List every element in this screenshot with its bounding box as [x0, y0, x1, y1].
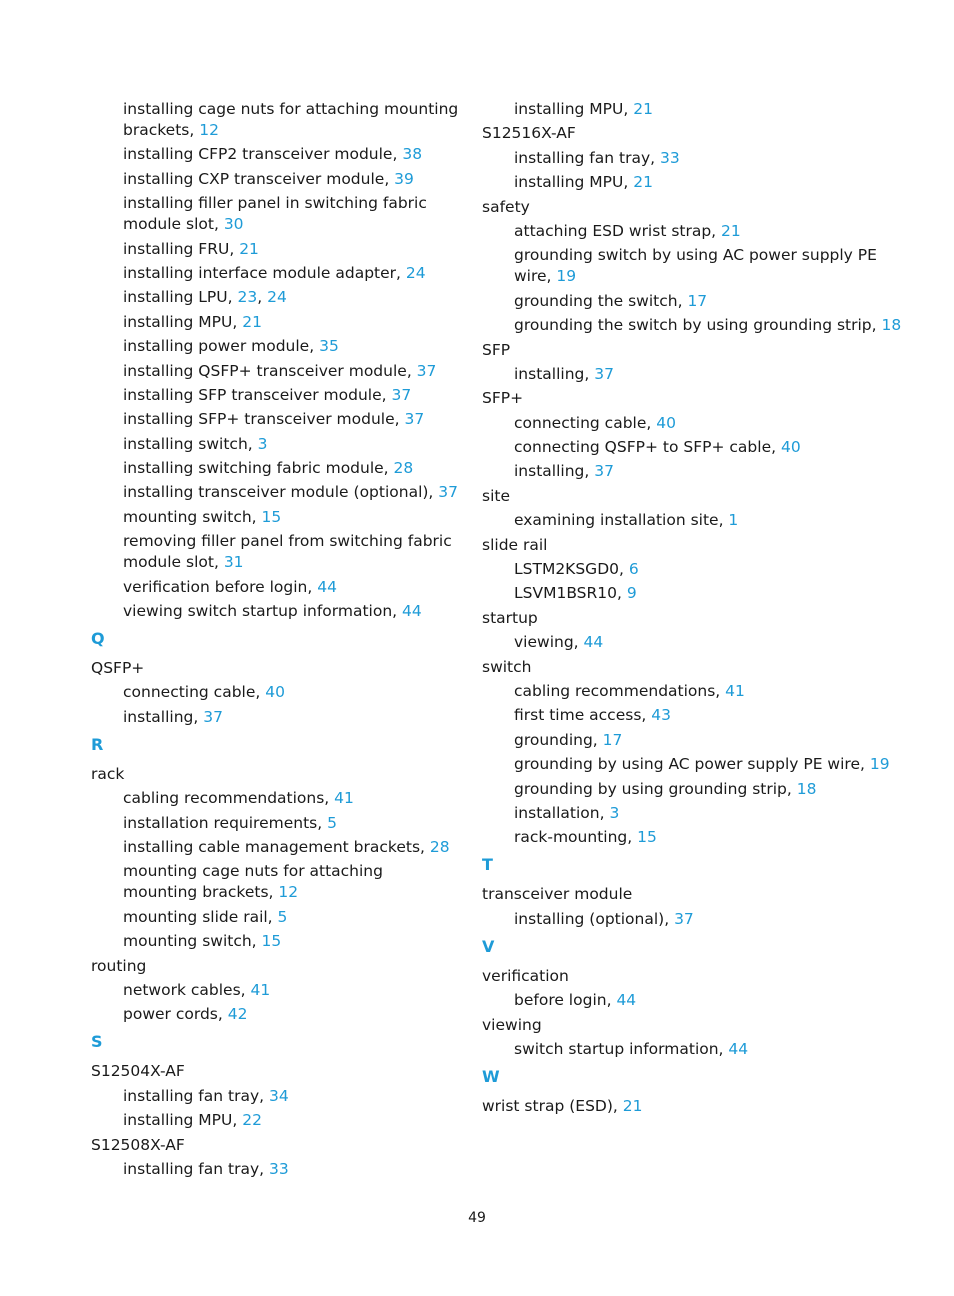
index-main-entry — [91, 658, 461, 679]
page-link[interactable]: 12 — [199, 121, 219, 139]
index-main-entry — [482, 608, 902, 629]
index-subentry — [91, 707, 461, 728]
index-subentry — [482, 413, 902, 434]
entry-text: S12508X-AF — [91, 1135, 185, 1154]
page-link[interactable]: 37 — [416, 361, 437, 380]
entry-text: attaching ESD wrist strap, — [514, 221, 722, 240]
entry-text: rack-mounting, — [514, 828, 638, 847]
entry-text: installing MPU, — [514, 173, 634, 192]
page-link[interactable]: 37 — [438, 483, 459, 502]
section-letter: T — [482, 855, 493, 875]
page-link[interactable]: 37 — [594, 462, 614, 481]
index-subentry — [91, 577, 461, 598]
page-link[interactable]: 41 — [250, 980, 271, 999]
index-subentry — [482, 315, 902, 336]
entry-text: grounding, — [514, 730, 603, 749]
entry-text: installing interface module adapter, — [123, 263, 406, 282]
entry-text: rack — [91, 764, 125, 783]
page-link[interactable]: 3 — [609, 803, 620, 822]
entry-text: installing cage nuts for attaching mounting brackets, — [123, 100, 459, 139]
index-subentry — [91, 837, 461, 858]
page-link[interactable]: 21 — [239, 239, 259, 258]
entry-text: verification — [482, 966, 569, 985]
index-subentry — [91, 239, 461, 260]
index-subentry — [482, 461, 902, 482]
entry-text: cabling recommendations, — [514, 681, 726, 700]
page-link[interactable]: 35 — [319, 337, 339, 356]
entry-text: viewing — [482, 1015, 542, 1034]
index-subentry — [91, 99, 461, 141]
index-main-entry — [482, 535, 902, 556]
entry-text: viewing switch startup information, — [123, 602, 402, 621]
entry-text: installing, — [123, 707, 204, 726]
index-subentry — [91, 312, 461, 333]
page-link[interactable]: 37 — [674, 909, 694, 928]
index-subentry — [91, 861, 461, 903]
entry-text: mounting slide rail, — [123, 907, 278, 926]
entry-text: connecting cable, — [123, 683, 266, 702]
index-main-entry — [482, 966, 902, 987]
page-link[interactable]: 28 — [393, 459, 414, 478]
page-link[interactable]: 44 — [317, 577, 337, 596]
page-link[interactable]: 1 — [728, 511, 739, 530]
entry-text: installing CXP transceiver module, — [123, 169, 395, 188]
index-main-entry — [482, 340, 902, 361]
entry-text: connecting QSFP+ to SFP+ cable, — [514, 438, 781, 457]
entry-text: routing — [91, 956, 147, 975]
entry-text: installing power module, — [123, 337, 320, 356]
index-subentry — [91, 788, 461, 809]
page-link[interactable]: 15 — [261, 932, 282, 951]
entry-text: installing, — [514, 462, 595, 481]
index-subentry — [91, 1004, 461, 1025]
entry-text: installing fan tray, — [123, 1159, 269, 1178]
index-main-entry — [482, 123, 902, 144]
page-link[interactable]: 3 — [257, 434, 268, 453]
section-letter: S — [91, 1032, 103, 1052]
index-column-left — [91, 99, 461, 1183]
entry-text: transceiver module — [482, 885, 633, 904]
page-link[interactable]: 15 — [261, 507, 282, 526]
page-link[interactable]: 30 — [223, 215, 244, 234]
page-link[interactable]: 15 — [637, 828, 657, 847]
entry-text: installing LPU, — [123, 288, 238, 307]
entry-text: installing MPU, — [123, 1111, 243, 1130]
page-link[interactable]: 42 — [227, 1005, 248, 1024]
entry-text: first time access, — [514, 706, 652, 725]
entry-text: S12504X-AF — [91, 1062, 185, 1081]
page-link[interactable]: 40 — [265, 683, 285, 702]
page-link[interactable]: 5 — [277, 907, 288, 926]
index-main-entry — [482, 884, 902, 905]
page-link[interactable]: 38 — [402, 145, 423, 164]
entry-text: installing (optional), — [514, 909, 675, 928]
index-main-entry — [91, 1135, 461, 1156]
entry-text: switch — [482, 657, 532, 676]
page-link[interactable]: 21 — [721, 221, 741, 240]
entry-text: grounding by using AC power supply PE wire, — [514, 755, 870, 774]
entry-text: power cords, — [123, 1005, 228, 1024]
page-link[interactable]: 31 — [223, 553, 244, 572]
index-subentry — [482, 1039, 902, 1060]
entry-text: startup — [482, 608, 538, 627]
page-link[interactable]: 21 — [242, 312, 262, 331]
entry-text: safety — [482, 197, 530, 216]
page-link[interactable]: 21 — [633, 100, 653, 118]
entry-text: installing fan tray, — [514, 148, 660, 167]
index-subentry — [91, 1159, 461, 1180]
index-subentry — [482, 99, 902, 120]
index-main-entry — [91, 764, 461, 785]
page-link[interactable]: 9 — [626, 584, 637, 603]
entry-text: installing cable management brackets, — [123, 837, 430, 856]
entry-text: cabling recommendations, — [123, 789, 335, 808]
entry-text: slide rail — [482, 535, 548, 554]
index-subentry — [482, 172, 902, 193]
entry-text: network cables, — [123, 980, 251, 999]
entry-text: before login, — [514, 991, 617, 1010]
entry-text: installing FRU, — [123, 239, 240, 258]
page-link[interactable]: 19 — [556, 267, 577, 286]
page-link[interactable]: 22 — [242, 1111, 262, 1130]
entry-text: installing SFP+ transceiver module, — [123, 410, 405, 429]
index-subentry — [91, 169, 461, 190]
entry-text: installing switch, — [123, 434, 258, 453]
index-main-entry — [91, 956, 461, 977]
page-link[interactable]: 44 — [583, 633, 604, 652]
page-link[interactable]: 39 — [394, 169, 414, 188]
entry-text: installing MPU, — [123, 312, 243, 331]
index-subentry — [91, 361, 461, 382]
page-link[interactable]: 6 — [628, 560, 639, 579]
index-subentry — [482, 909, 902, 930]
page-link[interactable]: 44 — [728, 1039, 749, 1058]
entry-text: installing switching fabric module, — [123, 459, 394, 478]
page-link[interactable]: 34 — [268, 1086, 289, 1105]
entry-text: QSFP+ — [91, 659, 145, 678]
page-link[interactable]: 18 — [881, 316, 902, 335]
entry-text: grounding by using grounding strip, — [514, 779, 797, 798]
index-main-entry — [482, 1096, 902, 1117]
entry-text: LSVM1BSR10, — [514, 584, 627, 603]
entry-text: SFP+ — [482, 389, 524, 408]
page-separator: , — [257, 288, 268, 307]
page-link[interactable]: 40 — [780, 438, 801, 457]
index-column-right — [482, 99, 902, 1120]
section-letter: V — [482, 936, 495, 956]
page-link[interactable]: 37 — [404, 410, 425, 429]
page-link[interactable]: 37 — [594, 364, 614, 383]
index-subentry — [91, 907, 461, 928]
page-link[interactable]: 12 — [278, 883, 299, 902]
index-subentry — [91, 263, 461, 284]
entry-text: SFP — [482, 340, 511, 359]
entry-text: grounding the switch by using grounding strip, — [514, 316, 882, 335]
entry-text: site — [482, 486, 510, 505]
index-subentry — [482, 245, 902, 287]
page-link[interactable]: 21 — [633, 173, 653, 192]
index-subentry — [482, 803, 902, 824]
section-letter: R — [91, 734, 104, 754]
page-link[interactable]: 44 — [616, 991, 637, 1010]
index-subentry — [91, 434, 461, 455]
index-subentry — [482, 632, 902, 653]
index-main-entry — [482, 1015, 902, 1036]
index-subentry — [482, 510, 902, 531]
index-subentry — [482, 559, 902, 580]
page-link[interactable]: 37 — [391, 385, 412, 404]
entry-text: wrist strap (ESD), — [482, 1096, 623, 1115]
entry-text: switch startup information, — [514, 1039, 729, 1058]
page-link[interactable]: 24 — [405, 263, 426, 282]
entry-text: mounting switch, — [123, 932, 262, 951]
page-link[interactable]: 41 — [334, 789, 354, 808]
entry-text: installation, — [514, 803, 610, 822]
entry-text: installing filler panel in switching fabric module slot, — [123, 194, 427, 234]
index-subentry — [91, 482, 461, 503]
index-subentry — [482, 148, 902, 169]
entry-text: grounding the switch, — [514, 291, 688, 310]
index-subentry — [91, 193, 461, 235]
entry-text: installing SFP transceiver module, — [123, 385, 392, 404]
index-subentry — [482, 730, 902, 751]
page-link[interactable]: 17 — [687, 291, 708, 310]
index-subentry — [482, 221, 902, 242]
entry-text: verification before login, — [123, 577, 318, 596]
page-link[interactable]: 41 — [725, 681, 745, 700]
index-subentry — [91, 507, 461, 528]
entry-text: S12516X-AF — [482, 124, 576, 143]
index-main-entry — [482, 657, 902, 678]
index-subentry — [482, 437, 902, 458]
page-link[interactable]: 19 — [869, 755, 890, 774]
index-main-entry — [91, 1061, 461, 1082]
index-subentry — [482, 291, 902, 312]
index-subentry — [91, 458, 461, 479]
entry-text: installing CFP2 transceiver module, — [123, 145, 403, 164]
page-link[interactable]: 28 — [429, 837, 450, 856]
index-subentry — [91, 144, 461, 165]
index-subentry — [91, 531, 461, 573]
page-link[interactable]: 17 — [602, 730, 623, 749]
index-subentry — [91, 682, 461, 703]
page-link[interactable]: 43 — [651, 706, 671, 725]
page-link[interactable]: 21 — [622, 1096, 643, 1115]
index-subentry — [91, 931, 461, 952]
index-subentry — [91, 1086, 461, 1107]
index-main-entry — [482, 486, 902, 507]
entry-text: installing fan tray, — [123, 1086, 269, 1105]
section-letter: Q — [91, 629, 105, 649]
index-subentry — [482, 705, 902, 726]
index-subentry — [482, 681, 902, 702]
entry-text: installing transceiver module (optional), — [123, 483, 439, 502]
page-link[interactable]: 33 — [659, 148, 680, 167]
entry-text: connecting cable, — [514, 413, 657, 432]
entry-text: installing MPU, — [514, 100, 634, 118]
entry-text: mounting switch, — [123, 507, 262, 526]
page-link[interactable]: 33 — [268, 1159, 289, 1178]
page-link[interactable]: 5 — [327, 813, 337, 832]
entry-text: examining installation site, — [514, 511, 729, 530]
page-link[interactable]: 40 — [656, 413, 676, 432]
entry-text: installation requirements, — [123, 813, 328, 832]
entry-text: grounding switch by using AC power supply PE wire, — [514, 246, 877, 286]
index-subentry — [482, 754, 902, 775]
entry-text: mounting cage nuts for attaching mounting brackets, — [123, 862, 383, 902]
index-main-entry — [482, 388, 902, 409]
entry-text: viewing, — [514, 633, 584, 652]
index-subentry — [91, 287, 461, 308]
page-link[interactable]: 18 — [796, 779, 817, 798]
index-subentry — [482, 827, 902, 848]
page-link[interactable]: 37 — [203, 707, 223, 726]
page-link[interactable]: 23 — [237, 288, 258, 307]
page-link[interactable]: 44 — [402, 602, 422, 621]
index-subentry — [91, 385, 461, 406]
index-subentry — [91, 409, 461, 430]
index-subentry — [482, 779, 902, 800]
page-number: 49 — [468, 1210, 486, 1226]
entry-text: installing QSFP+ transceiver module, — [123, 361, 417, 380]
page-link[interactable]: 24 — [267, 288, 287, 307]
entry-text: removing filler panel from switching fabric module slot, — [123, 532, 452, 572]
index-subentry — [91, 980, 461, 1001]
index-subentry — [482, 583, 902, 604]
index-subentry — [91, 601, 461, 622]
entry-text: LSTM2KSGD0, — [514, 560, 629, 579]
index-subentry — [482, 364, 902, 385]
index-subentry — [91, 813, 461, 834]
entry-text: installing, — [514, 364, 595, 383]
index-subentry — [91, 336, 461, 357]
section-letter: W — [482, 1066, 500, 1086]
index-subentry — [482, 990, 902, 1011]
index-subentry — [91, 1110, 461, 1131]
index-main-entry — [482, 197, 902, 218]
